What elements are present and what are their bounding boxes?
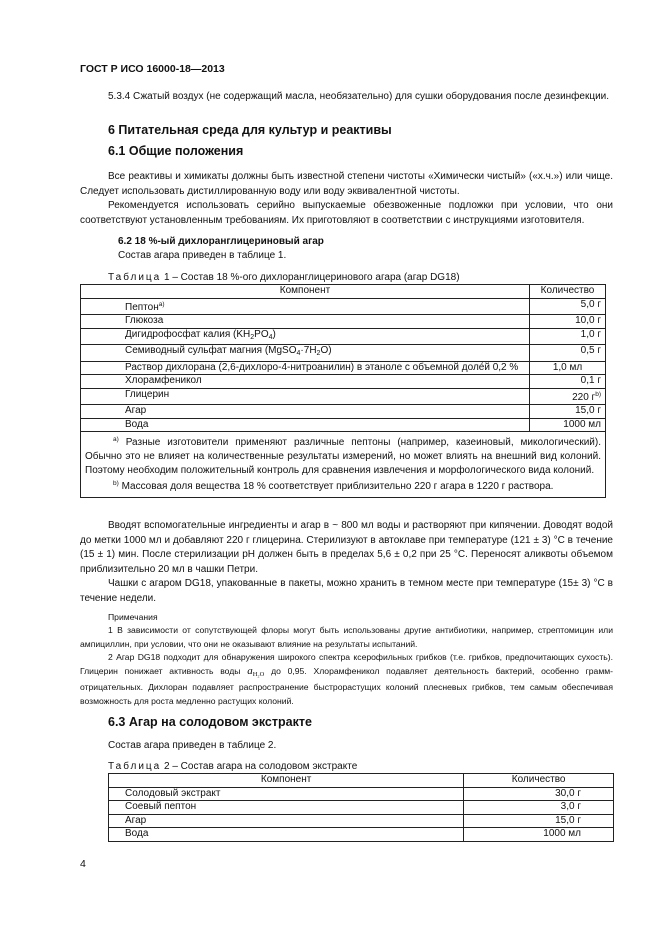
table-cell-component: Хлорамфеникол bbox=[81, 375, 530, 389]
table-cell-component: Раствор дихлорана (2,6-дихлоро-4-нитроанилин) в этаноле с объемной доле́й 0,2 % bbox=[81, 361, 530, 375]
page-number: 4 bbox=[80, 858, 86, 870]
table-cell-quantity: 15,0 г bbox=[464, 814, 614, 828]
table-row bbox=[81, 328, 606, 345]
table-1-header-component: Компонент bbox=[81, 285, 530, 299]
table-cell-quantity: 3,0 г bbox=[464, 801, 614, 815]
formula-part: O) bbox=[320, 345, 332, 356]
section-6-3-title: 6.3 Агар на солодовом экстракте bbox=[108, 715, 312, 729]
footnote-mark: b) bbox=[113, 480, 119, 488]
paragraph-6-3: Состав агара приведен в таблице 2. bbox=[108, 740, 277, 751]
table-cell-quantity: 1000 мл bbox=[530, 418, 606, 432]
formula-subscript: 2 bbox=[250, 333, 255, 341]
table-2-caption-word: Таблица bbox=[108, 761, 162, 772]
table-cell-quantity: 10,0 г bbox=[530, 315, 606, 329]
table-cell-component: Агар bbox=[109, 814, 464, 828]
section-6-2-title: 6.2 18 %-ый дихлоранглицериновый агар bbox=[118, 236, 324, 247]
table-row bbox=[81, 315, 606, 329]
table-cell-quantity: 1,0 мл bbox=[530, 361, 606, 375]
quantity-value: 220 г bbox=[572, 391, 596, 403]
footnote-text: Массовая доля вещества 18 % соответствует приблизительно 220 г агара в 1220 г раствора. bbox=[121, 481, 554, 493]
table-row bbox=[81, 361, 606, 375]
table-cell-component: Агар bbox=[81, 405, 530, 419]
table-row bbox=[109, 787, 614, 801]
table-cell-quantity: 5,0 г bbox=[530, 298, 606, 315]
table-cell-component: Глицерин bbox=[81, 388, 530, 405]
paragraph-preparation: Вводят вспомогательные ингредиенты и агар в ~ 800 мл воды и растворяют при кипячении. Доводят водой до метки 1000 мл и добавляют 220 г глицерина. Стерилизуют в автоклаве при температуре (121 ± 3) °С в течение (15 ± 1) мин. После стерилизации pH должен быть в пределах 5,6 ± 0,2 при 25 °С. Переносят аликвоты объемом приблизительно 20 мл в чашки Петри. bbox=[80, 520, 613, 575]
section-6-title: 6 Питательная среда для культур и реактивы bbox=[108, 123, 392, 137]
table-2 bbox=[108, 773, 614, 842]
table-row bbox=[81, 388, 606, 405]
table-row bbox=[81, 375, 606, 389]
table-cell-component bbox=[81, 345, 530, 362]
paragraph-6-2: Состав агара приведен в таблице 1. bbox=[118, 250, 287, 261]
table-row bbox=[81, 405, 606, 419]
paragraph-storage: Чашки с агаром DG18, упакованные в пакеты, можно хранить в темном месте при температуре (15± 3) °С в течение недели. bbox=[80, 578, 613, 604]
paragraph-6-1-a: Все реактивы и химикаты должны быть известной степени чистоты «Химически чистый» («х.ч.») или чище. Следует использовать дистиллированную воду или воду эквивалентной чистоты. bbox=[80, 171, 613, 197]
table-2-header-row bbox=[109, 774, 614, 788]
paragraph-6-1-b: Рекомендуется использовать серийно выпускаемые обезвоженные подложки при условии, что они соответствуют установленным требованиям. Их приготовляют в соответствии с инструкциями изготовителя. bbox=[80, 200, 613, 226]
table-cell-component bbox=[81, 298, 530, 315]
notes-title: Примечания bbox=[108, 612, 158, 622]
table-cell-quantity: 1000 мл bbox=[464, 828, 614, 842]
table-2-header-quantity: Количество bbox=[464, 774, 614, 788]
formula-part: PO bbox=[254, 328, 269, 340]
component-name: Пептон bbox=[125, 301, 159, 313]
table-row bbox=[109, 814, 614, 828]
formula-subscript: 4 bbox=[296, 350, 301, 357]
table-cell-quantity: 15,0 г bbox=[530, 405, 606, 419]
table-2-caption-text: 2 – Состав агара на солодовом экстракте bbox=[164, 761, 358, 772]
table-1-header-quantity: Количество bbox=[530, 285, 606, 299]
table-row bbox=[81, 298, 606, 315]
table-row bbox=[109, 801, 614, 815]
table-2-header-component: Компонент bbox=[109, 774, 464, 788]
table-cell-component: Вода bbox=[109, 828, 464, 842]
note-2-text: до 0,95. Хлорамфеникол подавляет деятельность бактерий, особенно грамм-отрицательных. Дихлоран подавляет распространение быстрорастущих колоний плесневых грибков, тем самым обеспечивая возможность для роста медленно растущих колоний. bbox=[80, 665, 613, 706]
table-1-caption bbox=[108, 272, 460, 283]
table-1-footnotes bbox=[81, 432, 606, 498]
table-1-header-row bbox=[81, 285, 606, 299]
water-activity-symbol bbox=[247, 665, 264, 677]
formula-subscript: 4 bbox=[268, 333, 273, 341]
aw-letter: a bbox=[247, 664, 253, 677]
table-cell-component: Соевый пептон bbox=[109, 801, 464, 815]
footnote-ref: a) bbox=[158, 300, 165, 308]
table-1 bbox=[80, 284, 606, 498]
table-cell-quantity bbox=[530, 388, 606, 405]
footnote-text: Разные изготовители применяют различные пептоны (например, казеиновый, микологический). Обычно это не влияет на количественные результаты измерений, но может влиять на внешний вид колоний. Поэтому необходим положительный контроль для сравнения извлечения и морфологического вида колоний. bbox=[85, 437, 602, 476]
table-row bbox=[81, 418, 606, 432]
table-1-caption-text: 1 – Состав 18 %-ого дихлоранглицеринового агара (агар DG18) bbox=[164, 272, 460, 283]
footnote-a bbox=[85, 433, 601, 477]
paragraph-5-3-4: 5.3.4 Сжатый воздух (не содержащий масла, необязательно) для сушки оборудования после дезинфекции. bbox=[108, 91, 610, 102]
table-cell-quantity: 1,0 г bbox=[530, 328, 606, 345]
document-header: ГОСТ Р ИСО 16000-18—2013 bbox=[80, 63, 225, 75]
table-cell-component: Глюкоза bbox=[81, 315, 530, 329]
formula-subscript: 2 bbox=[316, 350, 321, 357]
table-1-footnotes-row bbox=[81, 432, 606, 498]
table-cell-quantity: 0,5 г bbox=[530, 345, 606, 362]
table-cell-component: Вода bbox=[81, 418, 530, 432]
note-2-text: 2 Агар DG18 подходит для обнаружения широкого спектра ксерофильных грибков (т.е. грибков, предпочитающих сухость). Глицерин понижает активность воды bbox=[80, 652, 613, 676]
note-1: 1 В зависимости от сопутствующей флоры могут быть использованы другие антибиотики, например, стрептомицин или ампициллин, при условии, что они не оказывают влияние на результаты испытаний. bbox=[80, 625, 613, 649]
table-cell-quantity: 0,1 г bbox=[530, 375, 606, 389]
formula-part: Семиводный сульфат магния (MgSO bbox=[125, 345, 297, 356]
footnote-ref: b) bbox=[595, 390, 601, 398]
table-cell-quantity: 30,0 г bbox=[464, 787, 614, 801]
table-cell-component bbox=[81, 328, 530, 345]
formula-part: ·7H bbox=[300, 345, 317, 356]
table-1-caption-word: Таблица bbox=[108, 272, 162, 283]
section-6-1-title: 6.1 Общие положения bbox=[108, 144, 244, 158]
table-2-caption bbox=[108, 761, 357, 772]
formula-part: ) bbox=[272, 328, 276, 340]
table-row bbox=[109, 828, 614, 842]
aw-subscript: H₂O bbox=[252, 670, 265, 678]
note-2 bbox=[80, 651, 613, 708]
table-cell-component: Солодовый экстракт bbox=[109, 787, 464, 801]
footnote-mark: a) bbox=[113, 436, 119, 443]
formula-part: Дигидрофосфат калия (KH bbox=[125, 328, 251, 340]
footnote-b bbox=[85, 477, 601, 494]
table-row bbox=[81, 345, 606, 362]
